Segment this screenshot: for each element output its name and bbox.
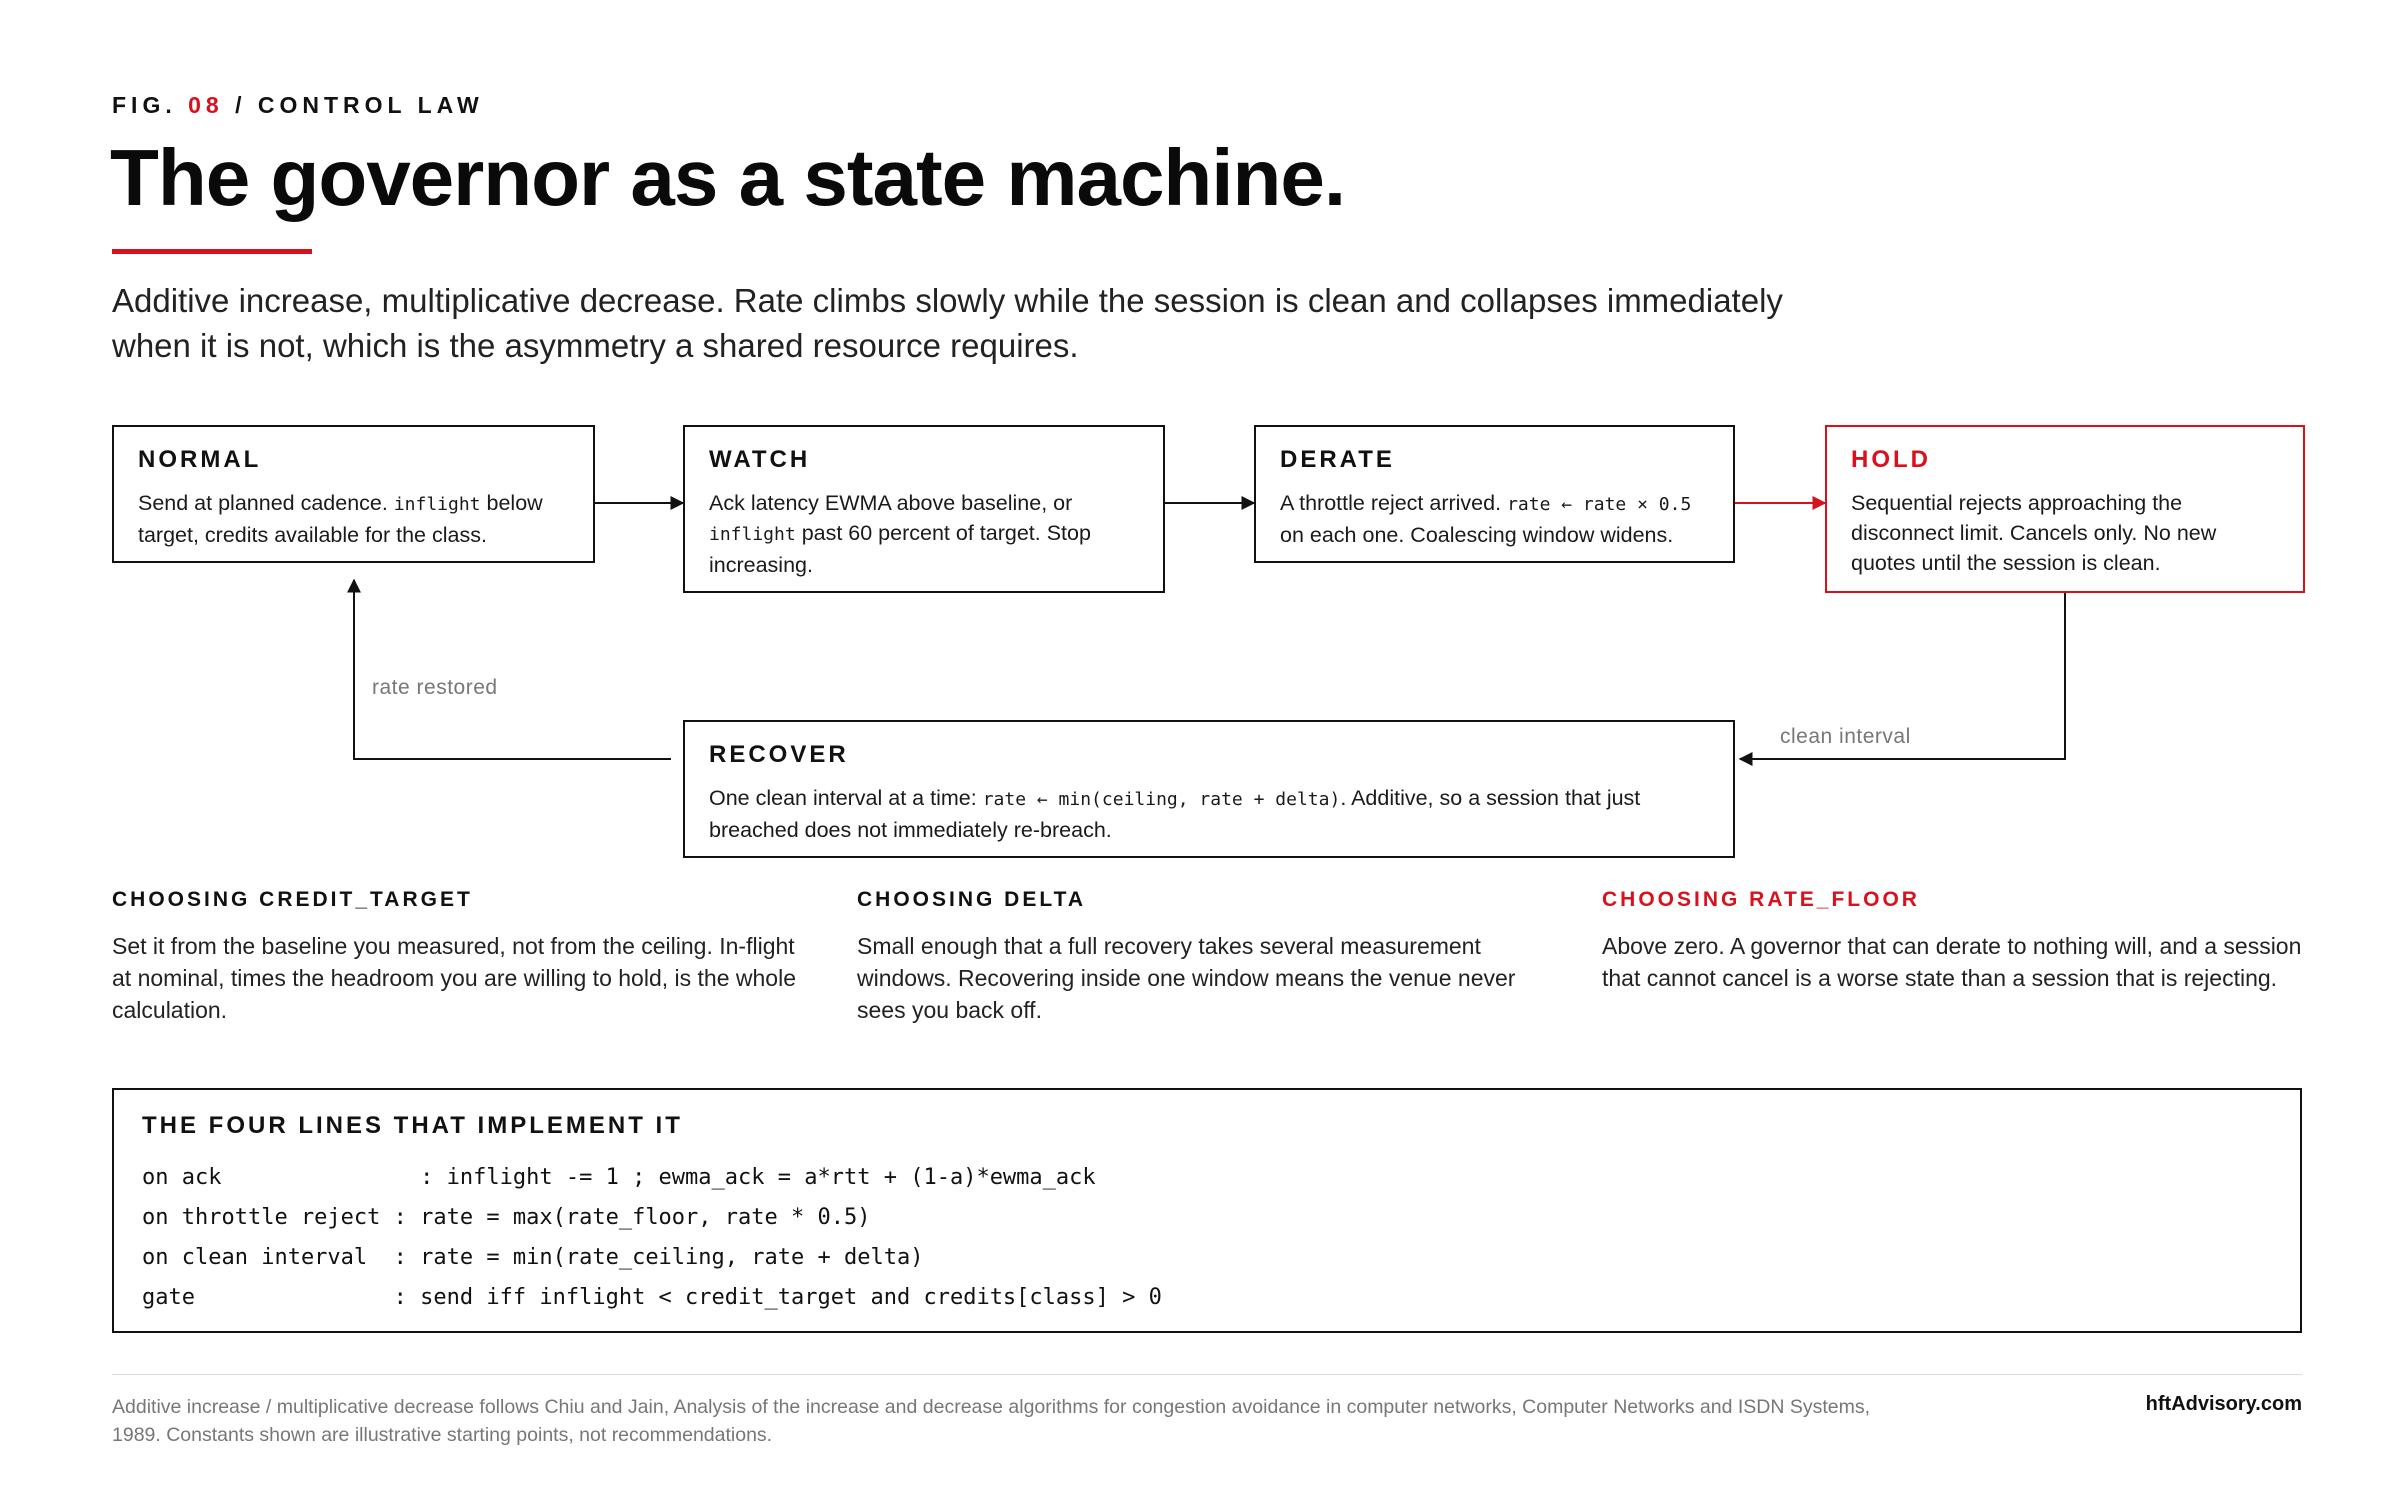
note-title: CHOOSING RATE_FLOOR — [1602, 888, 1920, 911]
edge-label-rate-restored: rate restored — [372, 676, 498, 699]
edge-recover-to-normal — [354, 580, 671, 759]
note-body: Small enough that a full recovery takes several measurement windows. Recovering inside one window means the venue never sees you back off. — [857, 933, 1516, 1023]
edge-label-clean-interval: clean interval — [1780, 725, 1911, 748]
note-title: CHOOSING CREDIT_TARGET — [112, 888, 473, 911]
note-title: CHOOSING DELTA — [857, 888, 1087, 911]
page-title: The governor as a state machine. — [110, 133, 1346, 222]
state-recover-description: One clean interval at a time: rate ← min(ceiling, rate + delta). Additive, so a session that just breached does not immediately re-breach. — [709, 786, 1641, 842]
state-derate-description: A throttle reject arrived. rate ← rate × 0.5 on each one. Coalescing window widens. — [1280, 491, 1692, 547]
note-body: Set it from the baseline you measured, not from the ceiling. In-flight at nominal, times the headroom you are willing to hold, is the whole calculation. — [112, 933, 796, 1023]
state-normal-description: Send at planned cadence. inflight below target, credits available for the class. — [138, 491, 543, 547]
state-watch-description: Ack latency EWMA above baseline, or inflight past 60 percent of target. Stop increasing. — [709, 491, 1091, 577]
note-rate-floor — [1602, 888, 2302, 994]
code-line: gate : send iff inflight < credit_target and credits[class] > 0 — [142, 1285, 1162, 1310]
state-derate — [1254, 425, 1735, 563]
note-body: Above zero. A governor that can derate to nothing will, and a session that cannot cancel is a worse state than a session that is rejecting. — [1602, 933, 2302, 991]
figure-label: FIG. — [112, 92, 177, 118]
state-recover-title: RECOVER — [709, 741, 849, 768]
implementation-code-box — [112, 1088, 2302, 1333]
code-line: on ack : inflight -= 1 ; ewma_ack = a*rtt + (1-a)*ewma_ack — [142, 1165, 1096, 1190]
state-recover — [683, 720, 1735, 858]
footer-divider — [112, 1374, 2302, 1375]
state-watch-title: WATCH — [709, 446, 811, 473]
code-rate-increase: rate ← min(ceiling, rate + delta) — [982, 789, 1341, 810]
code-rate-halve: rate ← rate × 0.5 — [1507, 494, 1692, 515]
state-hold — [1825, 425, 2305, 593]
code-inflight: inflight — [393, 494, 481, 515]
note-credit-target — [112, 888, 812, 1026]
figure-section: / CONTROL LAW — [235, 92, 484, 118]
figure-number: 08 — [188, 92, 224, 118]
state-watch — [683, 425, 1165, 593]
footer-citation: Additive increase / multiplicative decrease follows Chiu and Jain, Analysis of the increase and decrease algorithms for congestion avoidance in computer networks, Computer Networks and ISDN Systems, 1989. Constants shown are illustrative starting points, not recommendations. — [112, 1396, 1871, 1446]
state-hold-description: Sequential rejects approaching the disconnect limit. Cancels only. No new quotes until the session is clean. — [1851, 491, 2217, 575]
code-line: on clean interval : rate = min(rate_ceiling, rate + delta) — [142, 1245, 924, 1270]
code-box-title: THE FOUR LINES THAT IMPLEMENT IT — [142, 1112, 683, 1139]
footer-brand-link[interactable]: hftAdvisory.com — [2145, 1393, 2302, 1415]
code-line: on throttle reject : rate = max(rate_floor, rate * 0.5) — [142, 1205, 871, 1230]
code-inflight: inflight — [709, 524, 796, 545]
code-lines — [142, 1158, 2300, 1318]
state-hold-title: HOLD — [1851, 446, 1931, 473]
note-delta — [857, 888, 1557, 1026]
state-normal-title: NORMAL — [138, 446, 262, 473]
page-subtitle: Additive increase, multiplicative decrease. Rate climbs slowly while the session is clean and collapses immediately when it is not, which is the asymmetry a shared resource requires. — [112, 282, 1783, 364]
state-normal — [112, 425, 595, 563]
state-derate-title: DERATE — [1280, 446, 1395, 473]
